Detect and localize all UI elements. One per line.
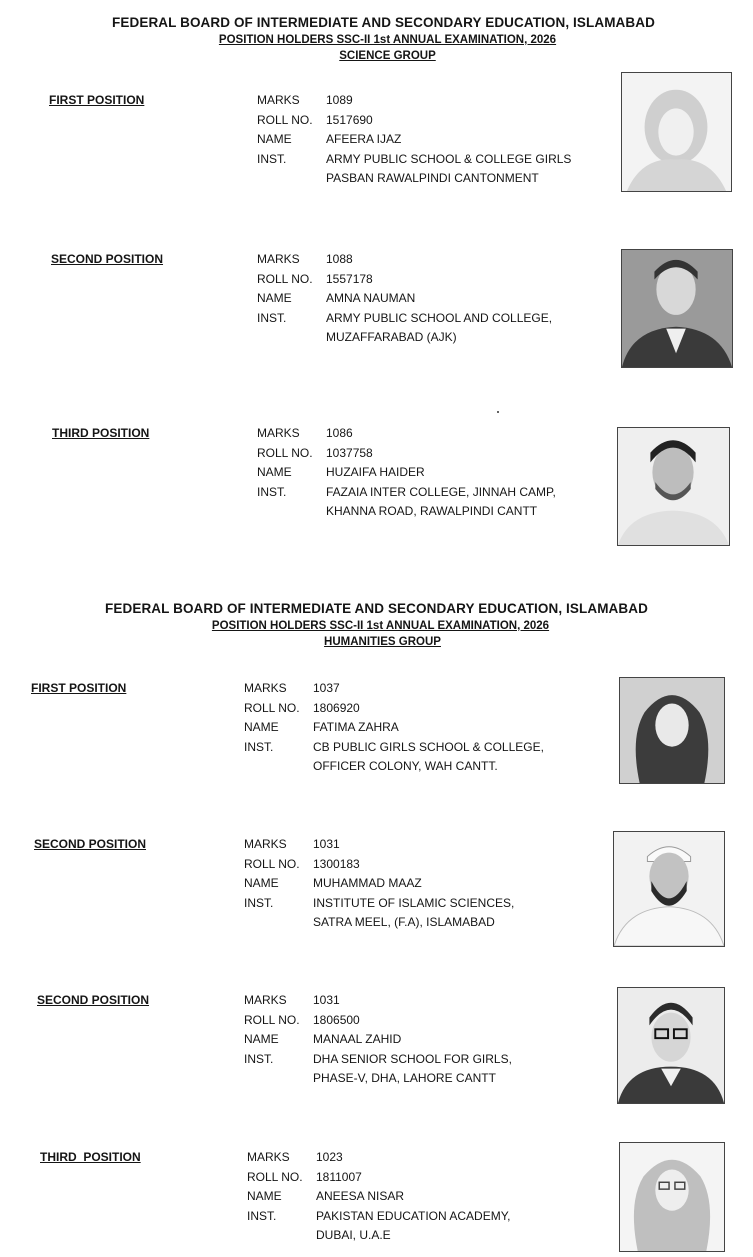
- inst-value-line1: PAKISTAN EDUCATION ACADEMY,: [316, 1208, 511, 1223]
- marks-label: MARKS: [257, 426, 300, 440]
- position-label: THIRD POSITION: [40, 1150, 141, 1164]
- inst-value-line1: ARMY PUBLIC SCHOOL AND COLLEGE,: [326, 310, 553, 325]
- name-value: ANEESA NISAR: [316, 1189, 405, 1203]
- inst-value-line1: CB PUBLIC GIRLS SCHOOL & COLLEGE,: [313, 739, 544, 754]
- name-value: AFEERA IJAZ: [326, 132, 402, 146]
- inst-label: INST.: [257, 484, 287, 499]
- field-labels: [257, 424, 313, 502]
- marks-value: 1031: [313, 837, 340, 851]
- name-label: NAME: [244, 876, 279, 890]
- field-labels: [244, 991, 300, 1069]
- inst-label: INST.: [244, 739, 274, 754]
- position-label: FIRST POSITION: [31, 681, 127, 695]
- name-label: NAME: [247, 1189, 282, 1203]
- name-label: NAME: [244, 1032, 279, 1046]
- inst-label: INST.: [244, 1051, 274, 1066]
- roll-no-value: 1037758: [326, 445, 373, 460]
- field-labels: [257, 91, 313, 169]
- roll-no-value: 1806500: [313, 1012, 360, 1027]
- inst-value-line2: MUZAFFARABAD (AJK): [326, 330, 457, 344]
- board-title: FEDERAL BOARD OF INTERMEDIATE AND SECONDARY EDUCATION, ISLAMABAD: [105, 601, 648, 616]
- portrait-photo: [621, 249, 733, 368]
- marks-label: MARKS: [257, 93, 300, 107]
- roll-no-value: 1557178: [326, 271, 373, 286]
- portrait-photo: [613, 831, 725, 947]
- field-labels: [244, 679, 300, 757]
- marks-value: 1037: [313, 681, 340, 695]
- field-values: [316, 1148, 510, 1246]
- portrait-photo: [617, 987, 725, 1104]
- inst-value-line2: PASBAN RAWALPINDI CANTONMENT: [326, 171, 539, 185]
- position-label: SECOND POSITION: [37, 993, 150, 1007]
- roll-no-label: ROLL NO.: [244, 856, 300, 871]
- marks-label: MARKS: [257, 252, 300, 266]
- field-values: [313, 679, 544, 777]
- portrait-photo: [617, 427, 730, 546]
- marks-value: 1086: [326, 426, 353, 440]
- roll-no-label: ROLL NO.: [257, 112, 313, 127]
- portrait-photo: [621, 72, 732, 192]
- inst-value-line2: OFFICER COLONY, WAH CANTT.: [313, 759, 498, 773]
- roll-no-label: ROLL NO.: [244, 1012, 300, 1027]
- field-labels: [247, 1148, 303, 1226]
- roll-no-value: 1811007: [316, 1169, 362, 1184]
- field-values: [313, 991, 512, 1089]
- inst-value-line1: DHA SENIOR SCHOOL FOR GIRLS,: [313, 1051, 512, 1066]
- name-value: MANAAL ZAHID: [313, 1032, 402, 1046]
- position-label: THIRD POSITION: [52, 426, 150, 440]
- inst-label: INST.: [247, 1208, 277, 1223]
- marks-label: MARKS: [244, 837, 287, 851]
- name-value: AMNA NAUMAN: [326, 291, 416, 305]
- portrait-photo: [619, 1142, 725, 1252]
- section-header-humanities: [0, 601, 753, 648]
- inst-label: INST.: [257, 310, 287, 325]
- field-labels: [257, 250, 313, 328]
- inst-value-line2: DUBAI, U.A.E: [316, 1228, 391, 1242]
- name-label: NAME: [257, 132, 292, 146]
- inst-value-line2: KHANNA ROAD, RAWALPINDI CANTT: [326, 504, 538, 518]
- marks-value: 1031: [313, 993, 340, 1007]
- marks-value: 1023: [316, 1150, 343, 1164]
- position-label: SECOND POSITION: [51, 252, 164, 266]
- portrait-photo: [619, 677, 725, 784]
- position-label: SECOND POSITION: [34, 837, 147, 851]
- field-values: [326, 250, 552, 348]
- roll-no-value: 1806920: [313, 700, 360, 715]
- inst-label: INST.: [244, 895, 274, 910]
- marks-label: MARKS: [247, 1150, 290, 1164]
- roll-no-label: ROLL NO.: [247, 1169, 303, 1184]
- board-title: FEDERAL BOARD OF INTERMEDIATE AND SECONDARY EDUCATION, ISLAMABAD: [112, 15, 655, 30]
- position-label: FIRST POSITION: [49, 93, 145, 107]
- exam-subtitle: POSITION HOLDERS SSC-II 1st ANNUAL EXAMINATION, 2026: [218, 34, 557, 46]
- section-header-science: [0, 15, 753, 62]
- roll-no-label: ROLL NO.: [244, 700, 300, 715]
- roll-no-label: ROLL NO.: [257, 445, 313, 460]
- inst-value-line1: FAZAIA INTER COLLEGE, JINNAH CAMP,: [326, 484, 556, 499]
- name-label: NAME: [257, 465, 292, 479]
- inst-value-line1: INSTITUTE OF ISLAMIC SCIENCES,: [313, 895, 515, 910]
- name-label: NAME: [244, 720, 279, 734]
- exam-subtitle: POSITION HOLDERS SSC-II 1st ANNUAL EXAMINATION, 2026: [211, 620, 550, 632]
- inst-value-line2: PHASE-V, DHA, LAHORE CANTT: [313, 1071, 496, 1085]
- field-values: [313, 835, 514, 933]
- inst-label: INST.: [257, 151, 287, 166]
- group-title: SCIENCE GROUP: [339, 50, 436, 62]
- field-labels: [244, 835, 300, 913]
- name-value: MUHAMMAD MAAZ: [313, 876, 422, 890]
- roll-no-value: 1300183: [313, 856, 360, 871]
- marks-label: MARKS: [244, 993, 287, 1007]
- scan-speck: [497, 411, 499, 413]
- name-value: HUZAIFA HAIDER: [326, 465, 425, 479]
- group-title: HUMANITIES GROUP: [324, 636, 441, 648]
- roll-no-value: 1517690: [326, 112, 373, 127]
- inst-value-line2: SATRA MEEL, (F.A), ISLAMABAD: [313, 915, 495, 929]
- marks-value: 1088: [326, 252, 353, 266]
- field-values: [326, 424, 556, 522]
- name-label: NAME: [257, 291, 292, 305]
- marks-label: MARKS: [244, 681, 287, 695]
- name-value: FATIMA ZAHRA: [313, 720, 399, 734]
- marks-value: 1089: [326, 93, 353, 107]
- field-values: [326, 91, 571, 189]
- roll-no-label: ROLL NO.: [257, 271, 313, 286]
- inst-value-line1: ARMY PUBLIC SCHOOL & COLLEGE GIRLS: [326, 151, 572, 166]
